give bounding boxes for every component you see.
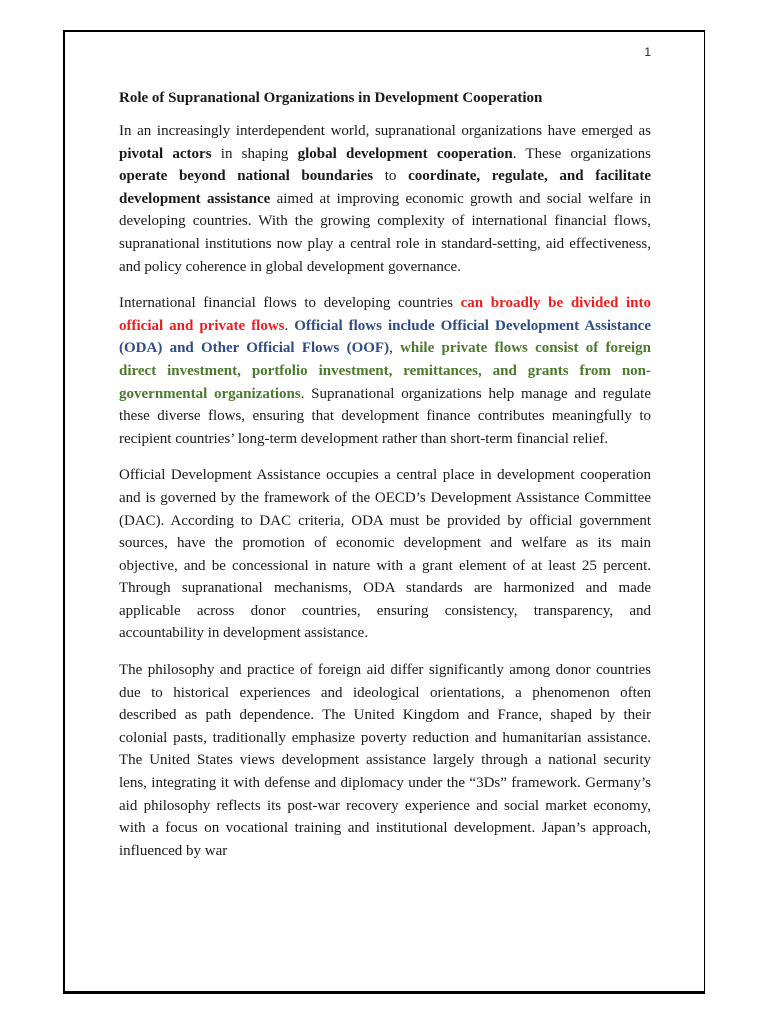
paragraph-3: Official Development Assistance occupies a central place in development cooperation and is governed by the framework of the OECD’s Development Assistance Committee (DAC). According to DAC criteria, ODA must be provided by official government sources, have the promotion of economic development and welfare as its main objective, and be concessional in nature with a grant element of at least 25 percent. Through supranational mechanisms, ODA standards are harmonized and made applicable across donor countries, ensuring consistency, transparency, and accountability in development assistance. [119, 467, 651, 642]
p1-text: in shaping [211, 145, 298, 162]
p1-bold-pivotal-actors: pivotal actors [119, 145, 212, 162]
page-content [119, 87, 651, 876]
paragraph-4: The philosophy and practice of foreign aid differ significantly among donor countries due to historical experiences and ideological orientations, a phenomenon often described as path dependence. The United Kingdom and France, shaped by their colonial pasts, traditionally emphasize poverty reduction and humanitarian assistance. The United States views development assistance largely through a national security lens, integrating it with defense and diplomacy under the “3Ds” framework. Germany’s aid philosophy reflects its post-war recovery experience and social market economy, with a focus on vocational training and institutional development. Japan’s approach, influenced by war [119, 662, 651, 859]
page-number: 1 [644, 45, 651, 59]
p2-text: , [389, 340, 401, 357]
paragraph-1 [119, 120, 651, 278]
p2-text: International financial flows to developing countries [119, 295, 461, 312]
p1-bold-operate-beyond: operate beyond national boundaries [119, 168, 374, 185]
p1-text: to [373, 168, 409, 185]
p1-text: In an increasingly interdependent world, supranational organizations have emerged as [119, 123, 651, 139]
p2-text: . [284, 317, 295, 334]
p2-blue-highlight: Official flows include Official Development Assistance (ODA) and Other Official Flows (OOF) [119, 317, 651, 357]
p1-bold-global-development-cooperation: global development cooperation [297, 145, 513, 162]
p1-text: . These organizations [512, 145, 651, 162]
p2-text: . Supranational organizations help manage and regulate these diverse flows, ensuring that development finance contributes meaningfully to recipient countries’ long-term development rather than short-term financial relief. [119, 385, 652, 447]
document-page [63, 30, 705, 994]
p2-green-highlight: while private flows consist of foreign direct investment, portfolio investment, remittances, and grants from non-governmental organizations [119, 340, 651, 402]
paragraph-2 [119, 292, 651, 450]
document-title: Role of Supranational Organizations in Development Cooperation [119, 90, 543, 106]
p1-bold-coordinate: coordinate, regulate, and facilitate development assistance [119, 168, 652, 207]
p1-text: aimed at improving economic growth and social welfare in developing countries. With the growing complexity of international financial flows, supranational institutions now play a central role in standard-setting, aid effectiveness, and policy coherence in global development governance. [119, 190, 651, 275]
p2-red-highlight: can broadly be divided into official and private flows [119, 295, 651, 334]
